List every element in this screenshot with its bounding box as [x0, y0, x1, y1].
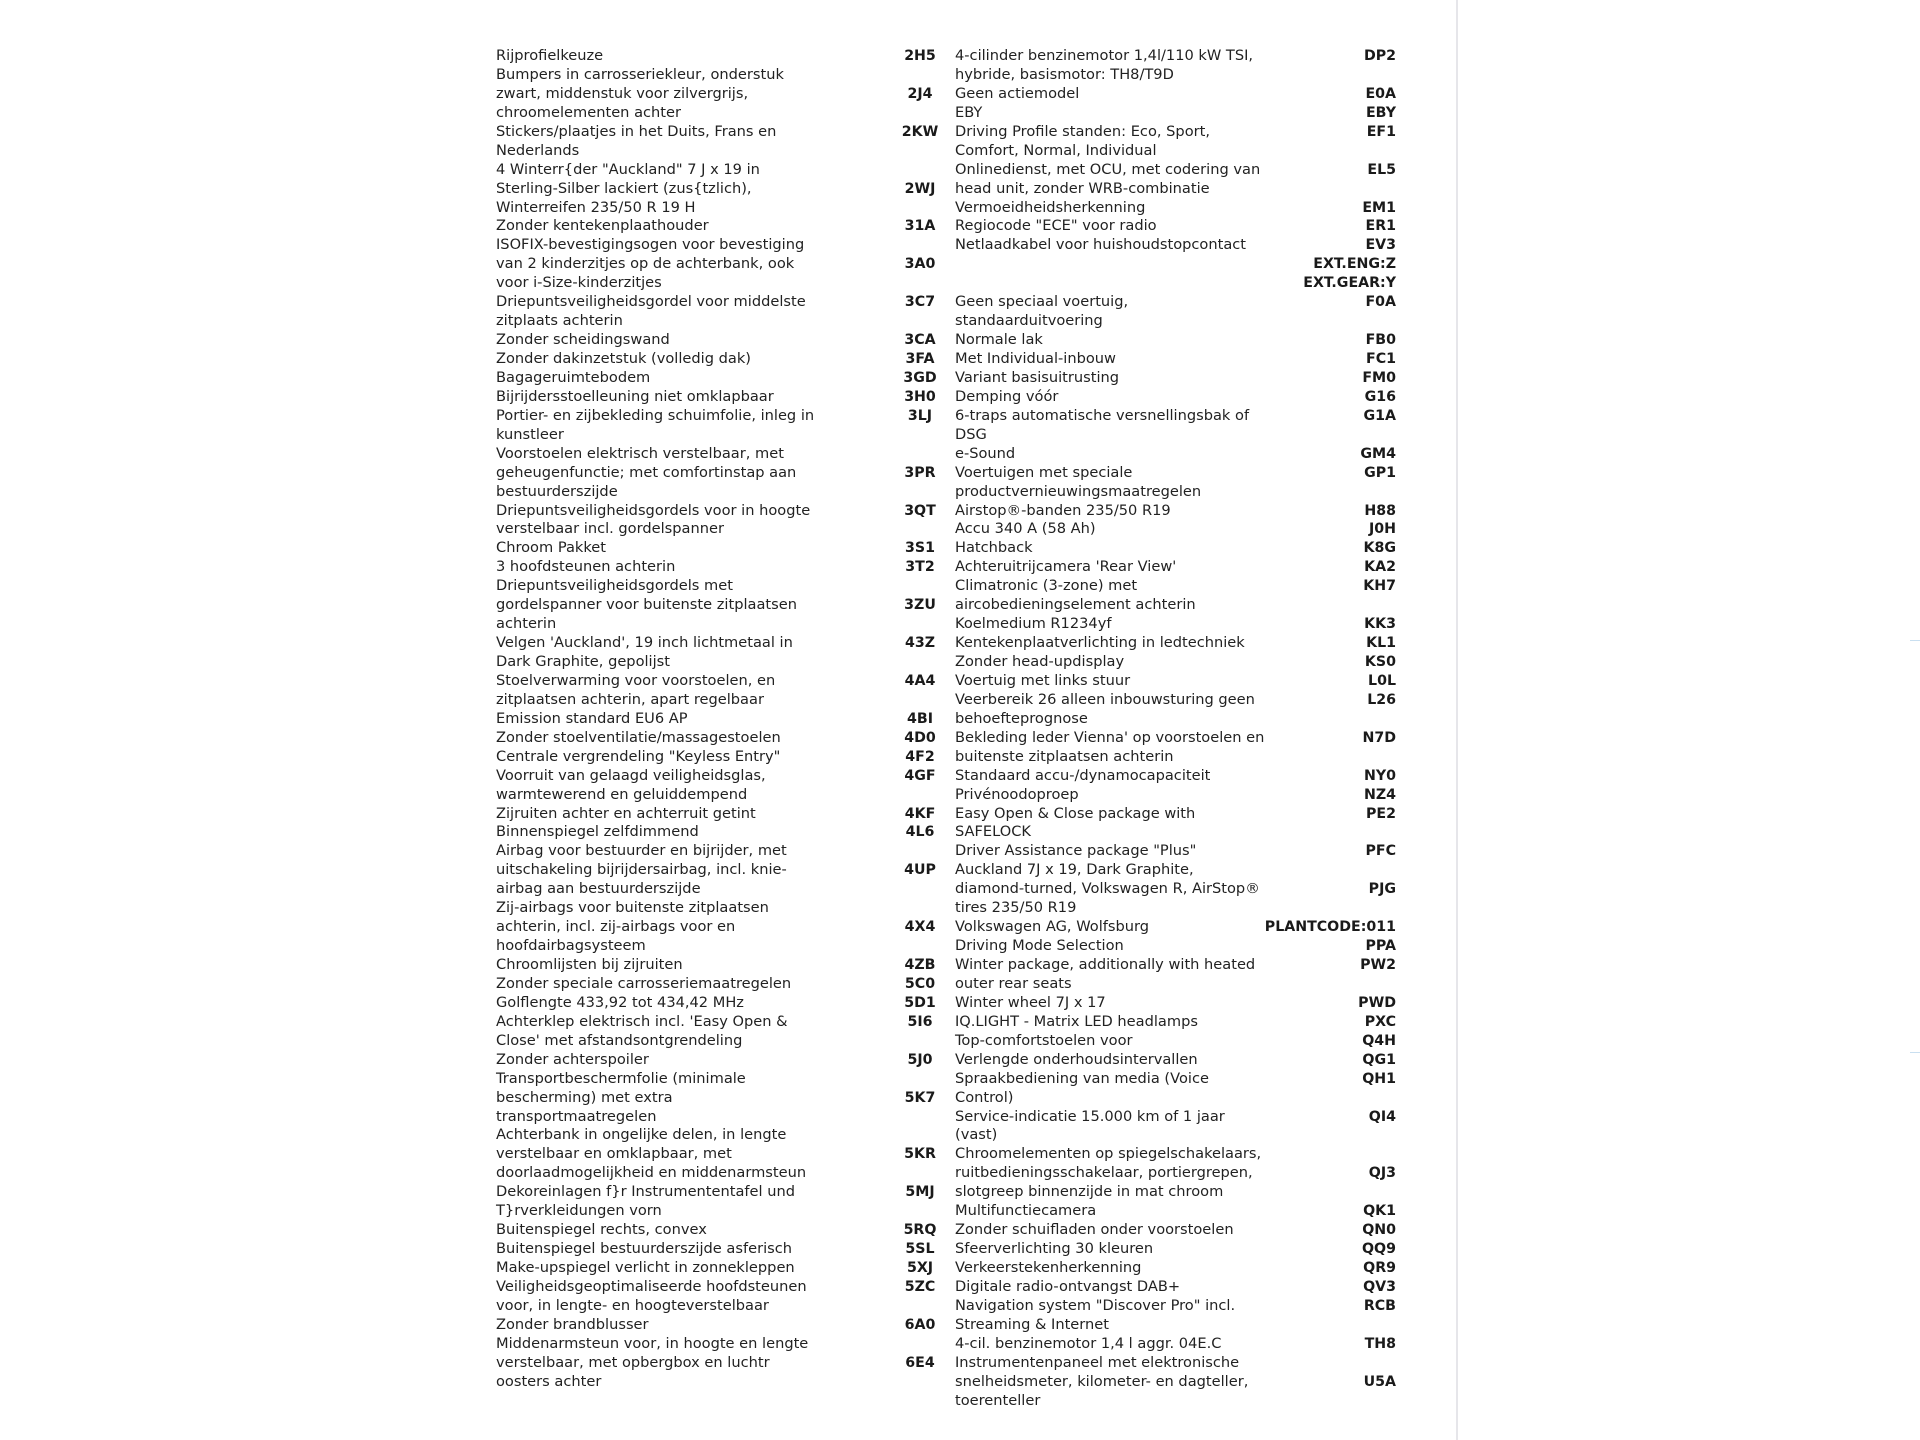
- option-code: L26: [1367, 691, 1396, 708]
- option-description-line: Normale lak: [955, 331, 1043, 349]
- option-description-line: Emission standard EU6 AP: [496, 709, 688, 727]
- option-description-line: Transportbeschermfolie (minimale: [496, 1069, 746, 1087]
- option-code: 3S1: [905, 540, 935, 557]
- option-description-line: Comfort, Normal, Individual: [955, 141, 1157, 159]
- option-description-line: Volkswagen AG, Wolfsburg: [955, 918, 1150, 936]
- option-description-line: gordelspanner voor buitenste zitplaatsen: [496, 596, 797, 614]
- option-description-line: Zonder kentekenplaathouder: [496, 217, 709, 235]
- option-description-line: Voertuigen met speciale: [955, 463, 1133, 481]
- option-description-line: Winter wheel 7J x 17: [955, 993, 1106, 1011]
- option-code: 6A0: [904, 1316, 936, 1333]
- option-code: QQ9: [1362, 1241, 1396, 1258]
- option-description-line: [955, 274, 1275, 293]
- left-code-column: [880, 47, 960, 1392]
- option-description-line: Digitale radio-ontvangst DAB+: [955, 1277, 1181, 1295]
- option-code: FM0: [1362, 369, 1396, 386]
- option-description-line: verstelbaar, met opbergbox en luchtr: [496, 1353, 770, 1371]
- option-code: 5RQ: [903, 1222, 937, 1239]
- option-description-line: Variant basisuitrusting: [955, 368, 1120, 386]
- option-description-line: chroomelementen achter: [496, 103, 681, 121]
- option-code: QK1: [1363, 1203, 1396, 1220]
- option-description-line: Bekleding leder Vienna' op voorstoelen en: [955, 728, 1265, 746]
- option-description-line: Verlengde onderhoudsintervallen: [955, 1050, 1198, 1068]
- option-code: QJ3: [1368, 1165, 1396, 1182]
- option-description-line: Veerbereik 26 alleen inbouwsturing geen: [955, 690, 1255, 708]
- option-description-line: Driepuntsveiligheidsgordels voor in hoogte: [496, 501, 811, 519]
- option-description-line: diamond-turned, Volkswagen R, AirStop®: [955, 880, 1260, 898]
- option-code: 5J0: [907, 1051, 933, 1068]
- option-code: H88: [1364, 502, 1396, 519]
- option-code: J0H: [1368, 521, 1396, 538]
- option-code: PE2: [1366, 805, 1396, 822]
- option-code: 5K7: [904, 1089, 936, 1106]
- option-code: 4KF: [904, 805, 936, 822]
- right-description-column: [955, 47, 1275, 1411]
- option-code: 3GD: [903, 369, 937, 386]
- option-description-line: Golflengte 433,92 tot 434,42 MHz: [496, 993, 744, 1011]
- option-description-line: Close' met afstandsontgrendeling: [496, 1031, 743, 1049]
- option-code: 5ZC: [904, 1278, 936, 1295]
- option-description-line: Stickers/plaatjes in het Duits, Frans en: [496, 122, 777, 140]
- option-description-line: zwart, middenstuk voor zilvergrijs,: [496, 84, 749, 102]
- option-description-line: outer rear seats: [955, 974, 1072, 992]
- option-description-line: Dekoreinlagen f}r Instrumententafel und: [496, 1183, 795, 1201]
- option-description-line: Sfeerverlichting 30 kleuren: [955, 1240, 1154, 1258]
- option-description-line: achterin: [496, 615, 557, 633]
- margin-mark: [1910, 640, 1920, 641]
- option-description-line: warmtewerend en geluiddempend: [496, 785, 748, 803]
- option-description-line: Buitenspiegel bestuurderszijde asferisch: [496, 1240, 793, 1258]
- option-description-line: Easy Open & Close package with: [955, 804, 1196, 822]
- left-description-column: [496, 47, 856, 1392]
- option-code: 31A: [904, 218, 936, 235]
- option-description-line: Zonder schuifladen onder voorstoelen: [955, 1221, 1234, 1239]
- option-description-line: Airbag voor bestuurder en bijrijder, met: [496, 842, 787, 860]
- option-description-line: kunstleer: [496, 425, 564, 443]
- option-description-line: Driving Profile standen: Eco, Sport,: [955, 122, 1210, 140]
- option-description-line: Demping vóór: [955, 387, 1059, 405]
- option-description-line: Driepuntsveiligheidsgordels met: [496, 577, 733, 595]
- option-description-line: bestuurderszijde: [496, 482, 618, 500]
- option-code: 3C7: [904, 294, 936, 311]
- option-description-line: Onlinedienst, met OCU, met codering van: [955, 160, 1261, 178]
- option-description-line: voor, in lengte- en hoogteverstelbaar: [496, 1296, 769, 1314]
- option-description-line: Instrumentenpaneel met elektronische: [955, 1353, 1240, 1371]
- option-code: 4X4: [904, 919, 936, 936]
- option-code: KH7: [1363, 578, 1396, 595]
- option-description-line: Binnenspiegel zelfdimmend: [496, 823, 699, 841]
- option-description-line: Zonder achterspoiler: [496, 1050, 649, 1068]
- option-code: EXT.GEAR:Y: [1303, 275, 1396, 292]
- option-code: KK3: [1364, 616, 1396, 633]
- option-description-line: Streaming & Internet: [955, 1315, 1109, 1333]
- option-description-line: Driving Mode Selection: [955, 937, 1124, 955]
- option-code: U5A: [1363, 1373, 1396, 1390]
- option-description-line: bescherming) met extra: [496, 1088, 673, 1106]
- option-description-line: [955, 255, 1275, 274]
- option-description-line: Navigation system "Discover Pro" incl.: [955, 1296, 1236, 1314]
- option-description-line: Chroomlijsten bij zijruiten: [496, 956, 683, 973]
- option-code: 4ZB: [904, 957, 936, 973]
- option-code: PLANTCODE:011: [1264, 919, 1396, 936]
- option-description-line: Chroomelementen op spiegelschakelaars,: [955, 1145, 1262, 1163]
- option-description-line: tires 235/50 R19: [955, 899, 1077, 917]
- option-description-line: Privénoodoproep: [955, 785, 1079, 803]
- option-code: EXT.ENG:Z: [1313, 256, 1396, 273]
- option-code: TH8: [1364, 1335, 1396, 1352]
- option-description-line: Winterreifen 235/50 R 19 H: [496, 198, 696, 216]
- option-code: 43Z: [904, 635, 936, 652]
- option-description-line: EBY: [955, 103, 983, 121]
- option-code: 4F2: [905, 748, 935, 765]
- option-code: NY0: [1363, 767, 1396, 784]
- option-code: 4L6: [905, 824, 935, 841]
- option-description-line: Centrale vergrendeling "Keyless Entry": [496, 747, 781, 765]
- option-description-line: zitplaats achterin: [496, 312, 623, 330]
- option-code: DP2: [1363, 48, 1396, 64]
- option-description-line: Geen actiemodel: [955, 84, 1080, 102]
- option-code: 3ZU: [904, 597, 936, 614]
- option-code: KA2: [1364, 559, 1396, 576]
- right-code-column: [1240, 47, 1396, 1411]
- option-description-line: Climatronic (3-zone) met: [955, 577, 1138, 595]
- option-description-line: Zonder dakinzetstuk (volledig dak): [496, 350, 751, 367]
- option-description-line: Zonder brandblusser: [496, 1315, 649, 1333]
- option-code: 3CA: [904, 332, 936, 349]
- option-code: EF1: [1366, 123, 1396, 140]
- option-code: QV3: [1363, 1278, 1396, 1295]
- option-code: 5MJ: [905, 1184, 935, 1201]
- option-code: 3PR: [904, 464, 936, 481]
- option-code: N7D: [1362, 729, 1396, 746]
- option-code: PXC: [1364, 1013, 1396, 1030]
- option-code: EL5: [1367, 161, 1396, 178]
- option-description-line: transportmaatregelen: [496, 1107, 657, 1125]
- option-description-line: Service-indicatie 15.000 km of 1 jaar: [955, 1107, 1225, 1125]
- option-code: 2KW: [901, 123, 939, 140]
- option-description-line: Sterling-Silber lackiert (zus{tzlich),: [496, 179, 752, 197]
- option-description-line: Voertuig met links stuur: [955, 671, 1131, 689]
- option-code: E0A: [1365, 85, 1396, 102]
- option-description-line: Bumpers in carrosseriekleur, onderstuk: [496, 65, 784, 83]
- option-description-line: Regiocode "ECE" voor radio: [955, 217, 1157, 235]
- option-code: 4UP: [904, 862, 936, 879]
- option-description-line: Achterbank in ongelijke delen, in lengte: [496, 1126, 787, 1144]
- option-code: Q4H: [1362, 1032, 1396, 1049]
- option-description-line: 4-cil. benzinemotor 1,4 l aggr. 04E.C: [955, 1334, 1222, 1352]
- option-description-line: ISOFIX-bevestigingsogen voor bevestiging: [496, 236, 805, 254]
- option-description-line: Zonder speciale carrosseriemaatregelen: [496, 974, 792, 992]
- option-code: RCB: [1363, 1297, 1396, 1314]
- option-description-line: Driepuntsveiligheidsgordel voor middelste: [496, 293, 806, 311]
- option-description-line: verstelbaar incl. gordelspanner: [496, 520, 724, 538]
- option-description-line: Dark Graphite, gepolijst: [496, 653, 670, 670]
- option-code: GP1: [1364, 464, 1396, 481]
- option-description-line: 3 hoofdsteunen achterin: [496, 558, 676, 576]
- option-description-line: Voorstoelen elektrisch verstelbaar, met: [496, 444, 784, 462]
- option-description-line: Zonder stoelventilatie/massagestoelen: [496, 728, 781, 746]
- option-description-line: Chroom Pakket: [496, 539, 607, 557]
- option-description-line: (vast): [955, 1126, 998, 1144]
- option-description-line: Verkeerstekenherkenning: [955, 1259, 1142, 1276]
- option-description-line: Netlaadkabel voor huishoudstopcontact: [955, 236, 1247, 254]
- option-description-line: Standaard accu-/dynamocapaciteit: [955, 766, 1211, 784]
- option-description-line: van 2 kinderzitjes op de achterbank, ook: [496, 255, 795, 273]
- margin-mark: [1910, 1052, 1920, 1053]
- option-description-line: e-Sound: [955, 444, 1016, 462]
- option-description-line: toerenteller: [955, 1391, 1041, 1409]
- option-description-line: Middenarmsteun voor, in hoogte en lengte: [496, 1334, 809, 1352]
- option-description-line: Zij-airbags voor buitenste zitplaatsen: [496, 899, 769, 917]
- option-description-line: Bagageruimtebodem: [496, 368, 651, 386]
- option-description-line: geheugenfunctie; met comfortinstap aan: [496, 463, 797, 481]
- option-description-line: DSG: [955, 425, 987, 443]
- option-code: EBY: [1365, 104, 1396, 121]
- option-code: NZ4: [1363, 786, 1396, 803]
- option-description-line: uitschakeling bijrijdersairbag, incl. knie-: [496, 861, 787, 879]
- option-description-line: behoefteprognose: [955, 709, 1088, 727]
- option-code: 4D0: [904, 729, 936, 746]
- option-code: QR9: [1363, 1260, 1396, 1276]
- option-code: 2WJ: [904, 180, 936, 197]
- option-description-line: productvernieuwingsmaatregelen: [955, 482, 1202, 500]
- option-description-line: 6-traps automatische versnellingsbak of: [955, 406, 1250, 424]
- option-description-line: achterin, incl. zij-airbags voor en: [496, 918, 736, 936]
- option-description-line: Kentekenplaatverlichting in ledtechniek: [955, 634, 1245, 652]
- option-code: KL1: [1366, 635, 1396, 652]
- option-description-line: airbag aan bestuurderszijde: [496, 880, 701, 898]
- option-code: 4GF: [904, 767, 936, 784]
- option-description-line: Zonder head-updisplay: [955, 653, 1125, 670]
- option-description-line: Make-upspiegel verlicht in zonnekleppen: [496, 1259, 795, 1276]
- option-code: 6E4: [905, 1354, 935, 1371]
- option-description-line: hybride, basismotor: TH8/T9D: [955, 65, 1174, 83]
- option-code: 4BI: [907, 710, 933, 727]
- option-code: 2H5: [904, 48, 936, 64]
- option-code: ER1: [1365, 218, 1396, 235]
- option-description-line: Koelmedium R1234yf: [955, 615, 1112, 633]
- option-code: QN0: [1362, 1222, 1396, 1239]
- option-code: EV3: [1365, 237, 1396, 254]
- option-description-line: T}rverkleidungen vorn: [496, 1202, 662, 1220]
- option-code: 5XJ: [906, 1260, 934, 1276]
- option-description-line: slotgreep binnenzijde in mat chroom: [955, 1183, 1224, 1201]
- option-description-line: verstelbaar en omklapbaar, met: [496, 1145, 732, 1163]
- option-description-line: voor i-Size-kinderzitjes: [496, 274, 662, 292]
- option-description-line: Geen speciaal voertuig,: [955, 293, 1129, 311]
- option-code: 5I6: [907, 1013, 933, 1030]
- option-description-line: aircobedieningselement achterin: [955, 596, 1196, 614]
- option-description-line: 4-cilinder benzinemotor 1,4l/110 kW TSI,: [955, 47, 1254, 64]
- option-description-line: Portier- en zijbekleding schuimfolie, inleg in: [496, 406, 815, 424]
- option-code: KS0: [1364, 654, 1396, 670]
- option-description-line: Accu 340 A (58 Ah): [955, 520, 1096, 538]
- option-description-line: Buitenspiegel rechts, convex: [496, 1221, 707, 1239]
- option-code: G1A: [1363, 407, 1396, 424]
- option-code: 5C0: [904, 975, 936, 992]
- option-code: FB0: [1365, 332, 1396, 349]
- option-description-line: Velgen 'Auckland', 19 inch lichtmetaal in: [496, 634, 793, 652]
- option-description-line: Auckland 7J x 19, Dark Graphite,: [955, 861, 1194, 879]
- option-description-line: oosters achter: [496, 1372, 602, 1390]
- option-description-line: hoofdairbagsysteem: [496, 937, 646, 955]
- option-description-line: Voorruit van gelaagd veiligheidsglas,: [496, 766, 766, 784]
- option-description-line: Hatchback: [955, 539, 1033, 557]
- option-description-line: Nederlands: [496, 141, 580, 159]
- option-description-line: Stoelverwarming voor voorstoelen, en: [496, 671, 776, 689]
- option-code: 2J4: [907, 85, 933, 102]
- option-code: 3A0: [904, 256, 936, 273]
- option-code: FC1: [1366, 351, 1396, 367]
- option-code: PPA: [1365, 938, 1396, 955]
- option-code: 3T2: [905, 559, 935, 576]
- option-description-line: zitplaatsen achterin, apart regelbaar: [496, 690, 764, 708]
- option-description-line: 4 Winterr{der "Auckland" 7 J x 19 in: [496, 160, 760, 178]
- option-description-line: Winter package, additionally with heated: [955, 956, 1256, 973]
- option-description-line: Control): [955, 1088, 1014, 1106]
- option-description-line: standaarduitvoering: [955, 312, 1103, 330]
- option-code: PW2: [1360, 957, 1396, 973]
- option-description-line: Achterklep elektrisch incl. 'Easy Open &: [496, 1012, 788, 1030]
- option-description-line: head unit, zonder WRB-combinatie: [955, 179, 1210, 197]
- option-description-line: Zijruiten achter en achterruit getint: [496, 804, 756, 822]
- option-code: 5SL: [905, 1241, 935, 1258]
- option-description-line: Airstop®-banden 235/50 R19: [955, 501, 1171, 519]
- option-code: GM4: [1360, 445, 1396, 462]
- option-description-line: Driver Assistance package "Plus": [955, 842, 1197, 860]
- option-description-line: IQ.LIGHT - Matrix LED headlamps: [955, 1012, 1198, 1030]
- option-description-line: SAFELOCK: [955, 823, 1031, 841]
- option-code: 3LJ: [907, 407, 933, 424]
- page-edge: [1456, 0, 1458, 1440]
- option-code: 5D1: [904, 994, 936, 1011]
- option-code: L0L: [1368, 672, 1396, 689]
- option-code: PJG: [1368, 881, 1396, 898]
- option-code: 3H0: [904, 388, 936, 405]
- option-description-line: Bijrijdersstoelleuning niet omklapbaar: [496, 387, 774, 405]
- option-description-line: Zonder scheidingswand: [496, 331, 670, 349]
- option-code: QI4: [1368, 1108, 1396, 1125]
- option-description-line: buitenste zitplaatsen achterin: [955, 747, 1174, 765]
- option-code: 4A4: [904, 672, 936, 689]
- option-description-line: Rijprofielkeuze: [496, 47, 604, 64]
- option-code: QG1: [1362, 1051, 1396, 1068]
- option-description-line: Multifunctiecamera: [955, 1202, 1097, 1220]
- option-code: G16: [1364, 388, 1396, 405]
- option-code: 3FA: [905, 351, 935, 367]
- option-code: 3QT: [904, 502, 936, 519]
- option-description-line: doorlaadmogelijkheid en middenarmsteun: [496, 1164, 807, 1182]
- option-description-line: Achteruitrijcamera 'Rear View': [955, 558, 1177, 576]
- option-code: 5KR: [904, 1146, 936, 1163]
- option-description-line: Top-comfortstoelen voor: [955, 1031, 1133, 1049]
- option-description-line: Veiligheidsgeoptimaliseerde hoofdsteunen: [496, 1277, 807, 1295]
- option-code: PWD: [1358, 994, 1396, 1011]
- option-description-line: Spraakbediening van media (Voice: [955, 1069, 1209, 1087]
- option-description-line: Met Individual-inbouw: [955, 350, 1116, 367]
- option-code: F0A: [1365, 294, 1396, 311]
- option-description-line: ruitbedieningsschakelaar, portiergrepen,: [955, 1164, 1253, 1182]
- option-code: K8G: [1363, 540, 1396, 557]
- option-code: EM1: [1362, 199, 1396, 216]
- option-code: PFC: [1365, 843, 1396, 860]
- option-code: QH1: [1362, 1070, 1396, 1087]
- option-description-line: snelheidsmeter, kilometer- en dagteller,: [955, 1372, 1249, 1390]
- option-description-line: Vermoeidheidsherkenning: [955, 198, 1146, 216]
